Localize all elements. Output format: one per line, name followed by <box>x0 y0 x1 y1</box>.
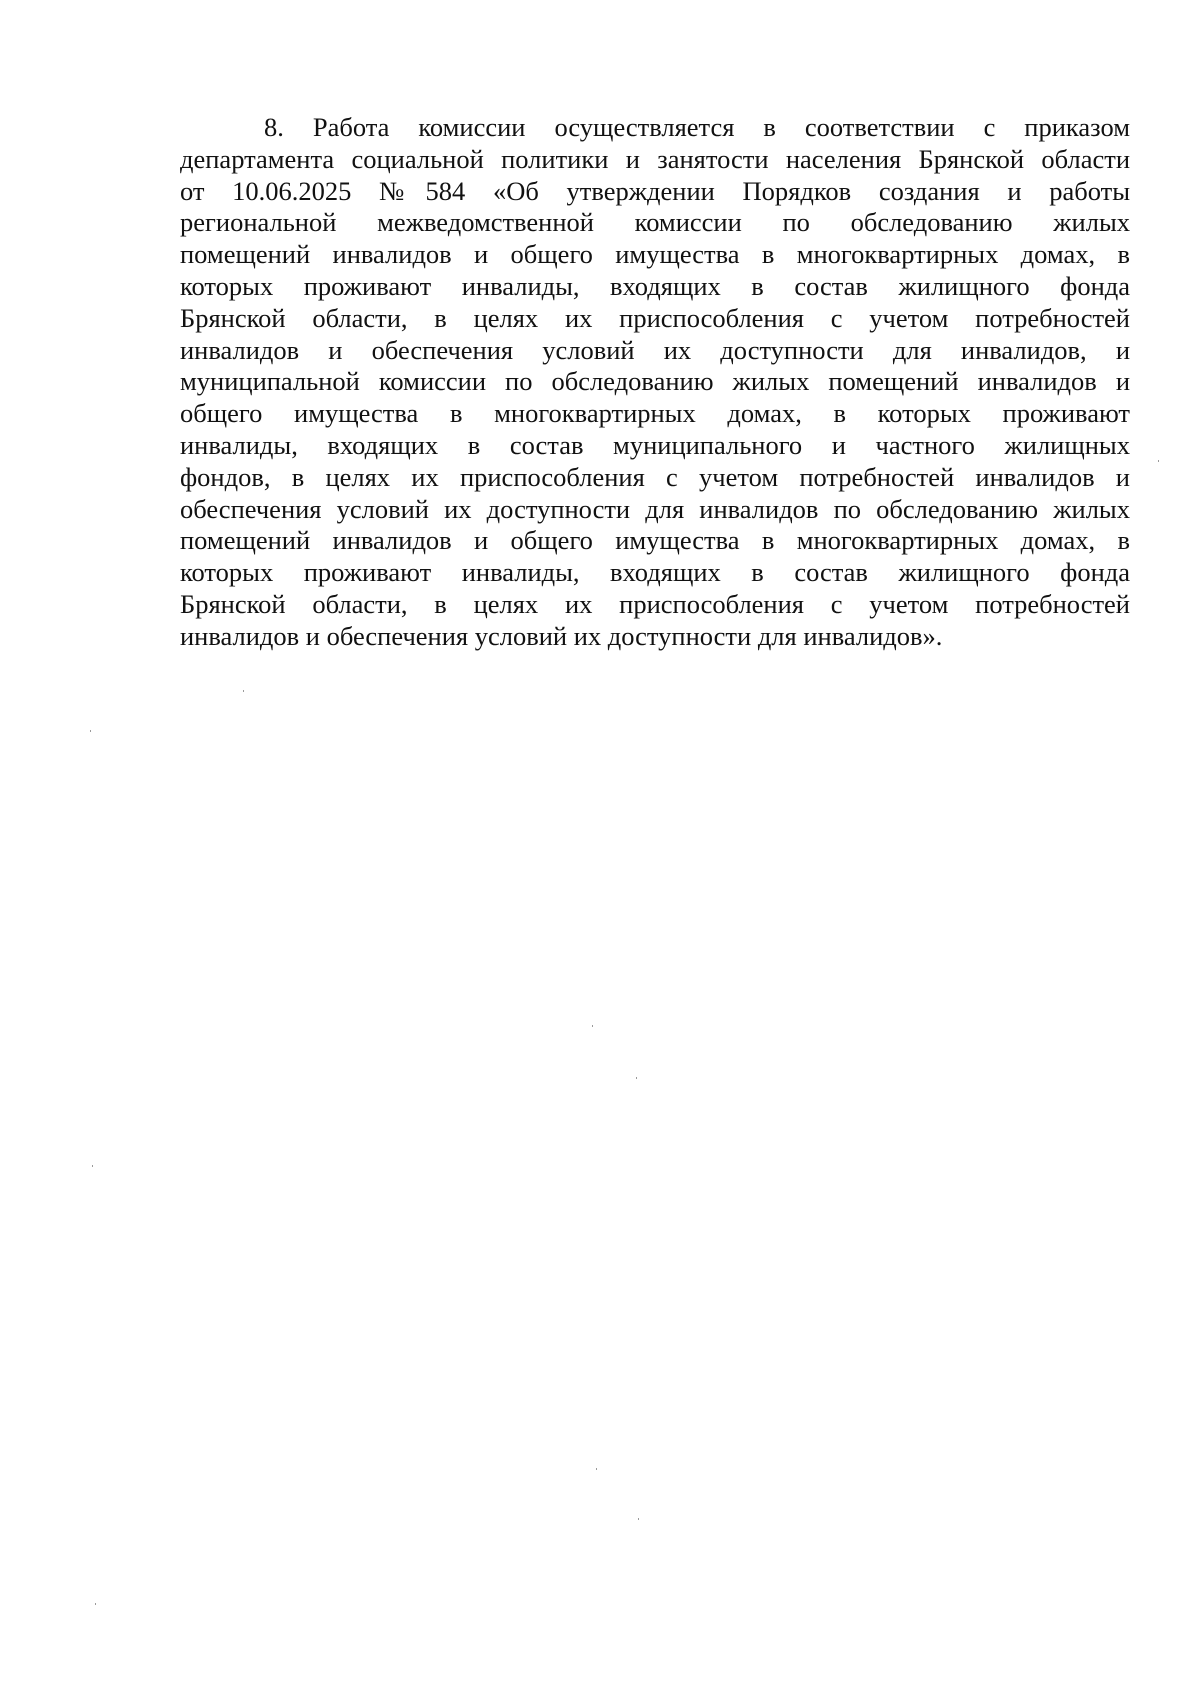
paragraph-line: муниципальной комиссии по обследованию жилых помещений инвалидов и <box>180 366 1130 397</box>
paragraph-line: инвалиды, входящих в состав муниципального и частного жилищных <box>180 429 1130 460</box>
paragraph-line: инвалидов и обеспечения условий их доступности для инвалидов». <box>180 620 943 651</box>
scan-speck <box>90 730 91 732</box>
scan-speck <box>92 1165 93 1167</box>
paragraph-line: региональной межведомственной комиссии по обследованию жилых <box>180 207 1130 238</box>
paragraph-line: обеспечения условий их доступности для инвалидов по обследованию жилых <box>180 493 1130 524</box>
paragraph-line: общего имущества в многоквартирных домах, в которых проживают <box>180 398 1130 429</box>
paragraph-line: Брянской области, в целях их приспособления с учетом потребностей <box>180 302 1130 333</box>
paragraph-line: фондов, в целях их приспособления с учетом потребностей инвалидов и <box>180 461 1130 492</box>
scan-speck <box>592 1025 593 1027</box>
paragraph-8 <box>180 112 1130 653</box>
paragraph-line: 8. Работа комиссии осуществляется в соответствии с приказом <box>264 112 1130 142</box>
scan-speck <box>638 1518 639 1520</box>
paragraph-line: инвалидов и обеспечения условий их доступности для инвалидов, и <box>180 334 1130 365</box>
paragraph-line: помещений инвалидов и общего имущества в многоквартирных домах, в <box>180 239 1130 270</box>
paragraph-line: которых проживают инвалиды, входящих в состав жилищного фонда <box>180 270 1130 301</box>
scan-speck <box>636 1077 637 1079</box>
paragraph-line: которых проживают инвалиды, входящих в состав жилищного фонда <box>180 557 1130 588</box>
paragraph-line: департамента социальной политики и занятости населения Брянской области <box>180 143 1130 174</box>
scan-speck <box>95 1603 96 1605</box>
paragraph-line: от 10.06.2025 №584 «Об утверждении Порядков создания и работы <box>180 175 1130 206</box>
scan-speck <box>243 690 244 692</box>
paragraph-line: Брянской области, в целях их приспособления с учетом потребностей <box>180 588 1130 619</box>
scan-speck <box>1158 460 1159 462</box>
paragraph-line: помещений инвалидов и общего имущества в многоквартирных домах, в <box>180 525 1130 556</box>
scan-speck <box>596 1468 597 1470</box>
